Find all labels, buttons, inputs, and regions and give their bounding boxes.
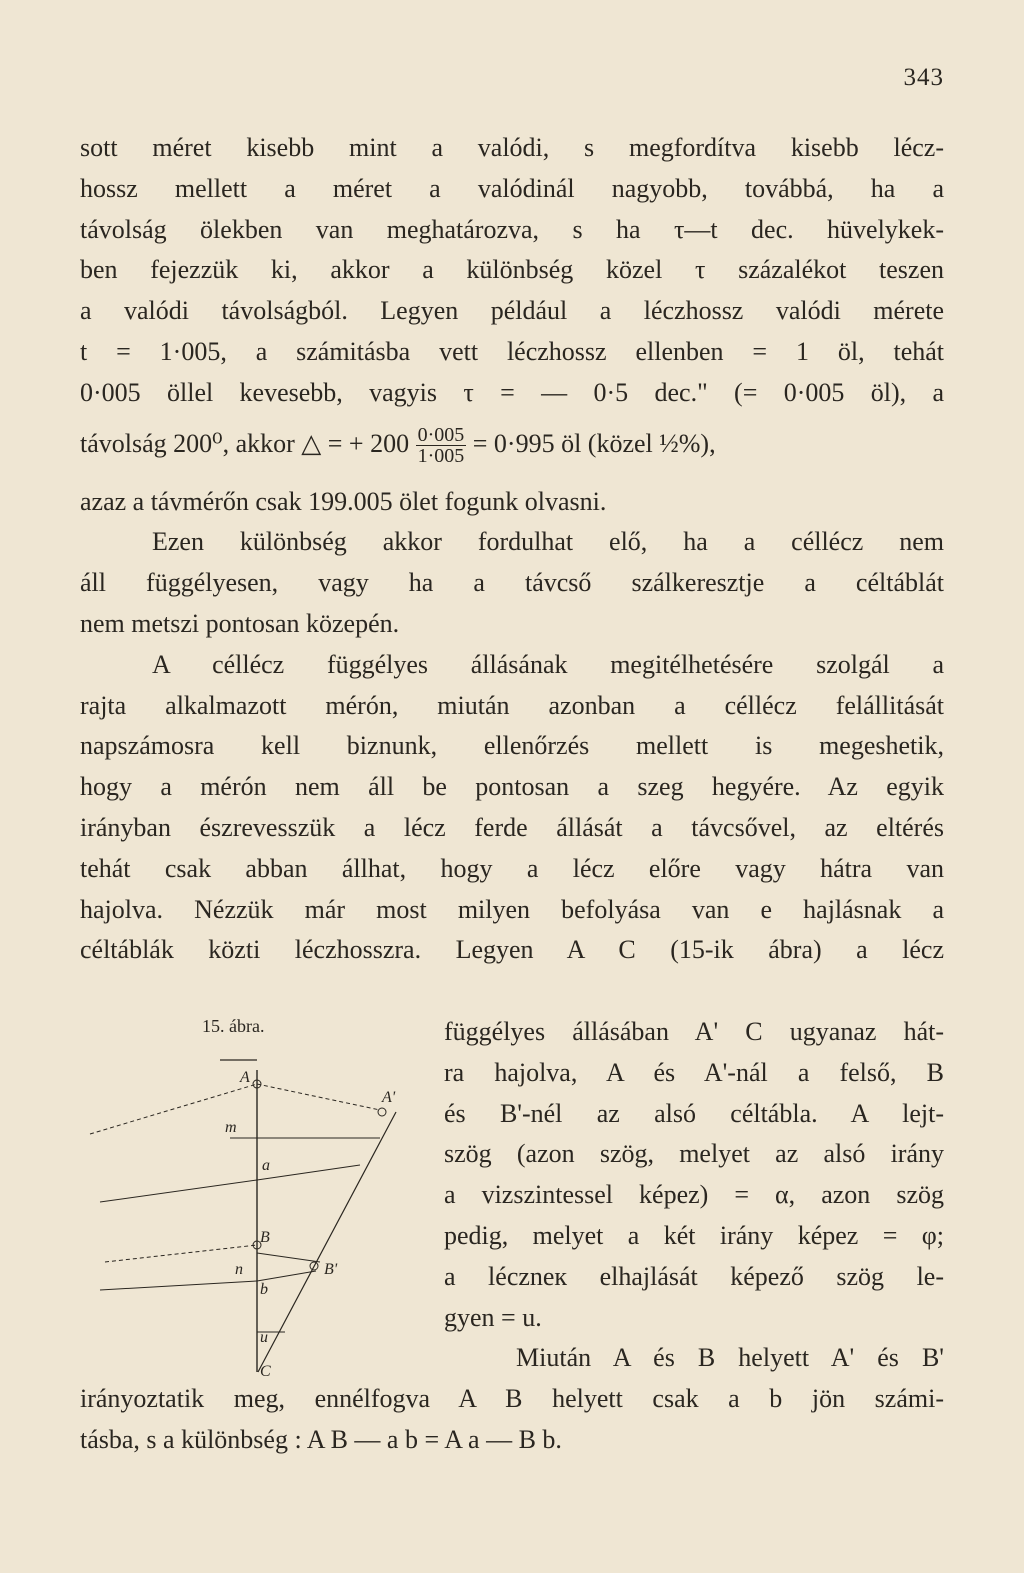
formula-suffix: = 0·995 öl (közel ½%), [472, 428, 716, 458]
figure-15 [80, 1016, 430, 1386]
text-line: irányoztatik meg, ennélfogva A B helyett csak a b jön számi- [80, 1384, 944, 1413]
label-u: u [260, 1329, 268, 1346]
label-C: C [260, 1363, 271, 1380]
text-line: hossz mellett a méret a valódinál nagyobb, továbbá, ha a [80, 173, 944, 203]
text-line: sott méret kisebb mint a valódi, s megfordítva kisebb lécz- [80, 133, 944, 162]
upper-sight-line-right [257, 1084, 380, 1110]
text-line: ben fejezzük ki, akkor a különbség közel τ százalékot teszen [80, 255, 944, 285]
text-line: irányban észrevesszük a lécz ferde állását a távcsővel, az eltérés [80, 812, 944, 842]
text-line: napszámosra kell biznunk, ellenőrzés mellett is megeshetik, [80, 731, 944, 761]
text-line: A céllécz függélyes állásának megitélhetésére szolgál a [152, 649, 944, 679]
text-line: a léczneк elhajlását képező szög le- [444, 1261, 944, 1291]
text-line: a vizszintessel képez) = α, azon szög [444, 1180, 944, 1210]
figure-diagram [80, 1042, 430, 1382]
text-line: Miután A és B helyett A' és B' [516, 1343, 944, 1373]
label-B-prime: B' [324, 1261, 338, 1278]
text-line: 0·005 öllel kevesebb, vagyis τ = — 0·5 dec." (= 0·005 öl), a [80, 377, 944, 407]
tilted-staff-line [258, 1112, 396, 1372]
fraction-denominator: 1·005 [417, 445, 465, 468]
text-line: és B'-nél az alsó céltábla. A lejt- [444, 1098, 944, 1128]
text-line: hajolva. Nézzük már most milyen befolyása van e hajlásnak a [80, 894, 944, 924]
text-line: szög (azon szög, melyet az alsó irány [444, 1139, 944, 1169]
fraction-numerator: 0·005 [417, 424, 465, 447]
label-A: A [240, 1069, 250, 1086]
lower-ref-line [257, 1253, 320, 1262]
upper-direction-line-ext [257, 1165, 360, 1180]
text-line: a valódi távolságból. Legyen például a léczhossz valódi mérete [80, 296, 944, 326]
formula-line [80, 414, 944, 482]
text-line: áll függélyesen, vagy ha a távcső szálkeresztje a céltáblát [80, 568, 944, 598]
text-line: tehát csak abban állhat, hogy a lécz előre vagy hátra van [80, 853, 944, 883]
main-text [80, 128, 944, 971]
label-n: n [235, 1261, 243, 1278]
lower-sight-line [105, 1245, 257, 1262]
page-number: 343 [903, 64, 944, 91]
text-line: távolság ölekben van meghatározva, s ha τ—t dec. hüvelykek- [80, 214, 944, 244]
label-B: B [260, 1229, 270, 1246]
figure-side-text [444, 1012, 944, 1379]
label-b: b [260, 1281, 268, 1298]
formula-prefix: távolság 200⁰, akkor △ = + 200 [80, 428, 410, 458]
text-line: tásba, s a különbség : A B — a b = A a — B b. [80, 1424, 562, 1454]
text-line: gyen = u. [444, 1302, 542, 1332]
label-m: m [225, 1119, 237, 1136]
text-line: rajta alkalmazott mérón, miután azonban a céllécz felállitását [80, 690, 944, 720]
text-line: ra hajolva, A és A'-nál a felső, B [444, 1057, 944, 1087]
bottom-text [80, 1379, 944, 1461]
upper-direction-line [100, 1180, 257, 1202]
text-line: t = 1·005, a számitásba vett léczhossz ellenben = 1 öl, tehát [80, 336, 944, 366]
upper-target-tilted [378, 1108, 386, 1116]
text-line: azaz a távmérőn csak 199.005 ölet fogunk olvasni. [80, 486, 607, 516]
text-line: függélyes állásában A' C ugyanaz hát- [444, 1017, 944, 1046]
fraction [416, 425, 467, 466]
label-A-prime: A' [382, 1089, 396, 1106]
text-line: Ezen különbség akkor fordulhat elő, ha a céllécz nem [152, 527, 944, 557]
text-line: pedig, melyet a két irány képez = φ; [444, 1220, 944, 1250]
text-line: céltáblák közti léczhosszra. Legyen A C (15-ik ábra) a lécz [80, 935, 944, 965]
lower-direction-line [100, 1281, 257, 1290]
label-a: a [262, 1157, 270, 1174]
text-line: nem metszi pontosan közepén. [80, 608, 400, 638]
text-line: hogy a mérón nem áll be pontosan a szeg hegyére. Az egyik [80, 772, 944, 802]
figure-caption: 15. ábra. [202, 1016, 265, 1036]
